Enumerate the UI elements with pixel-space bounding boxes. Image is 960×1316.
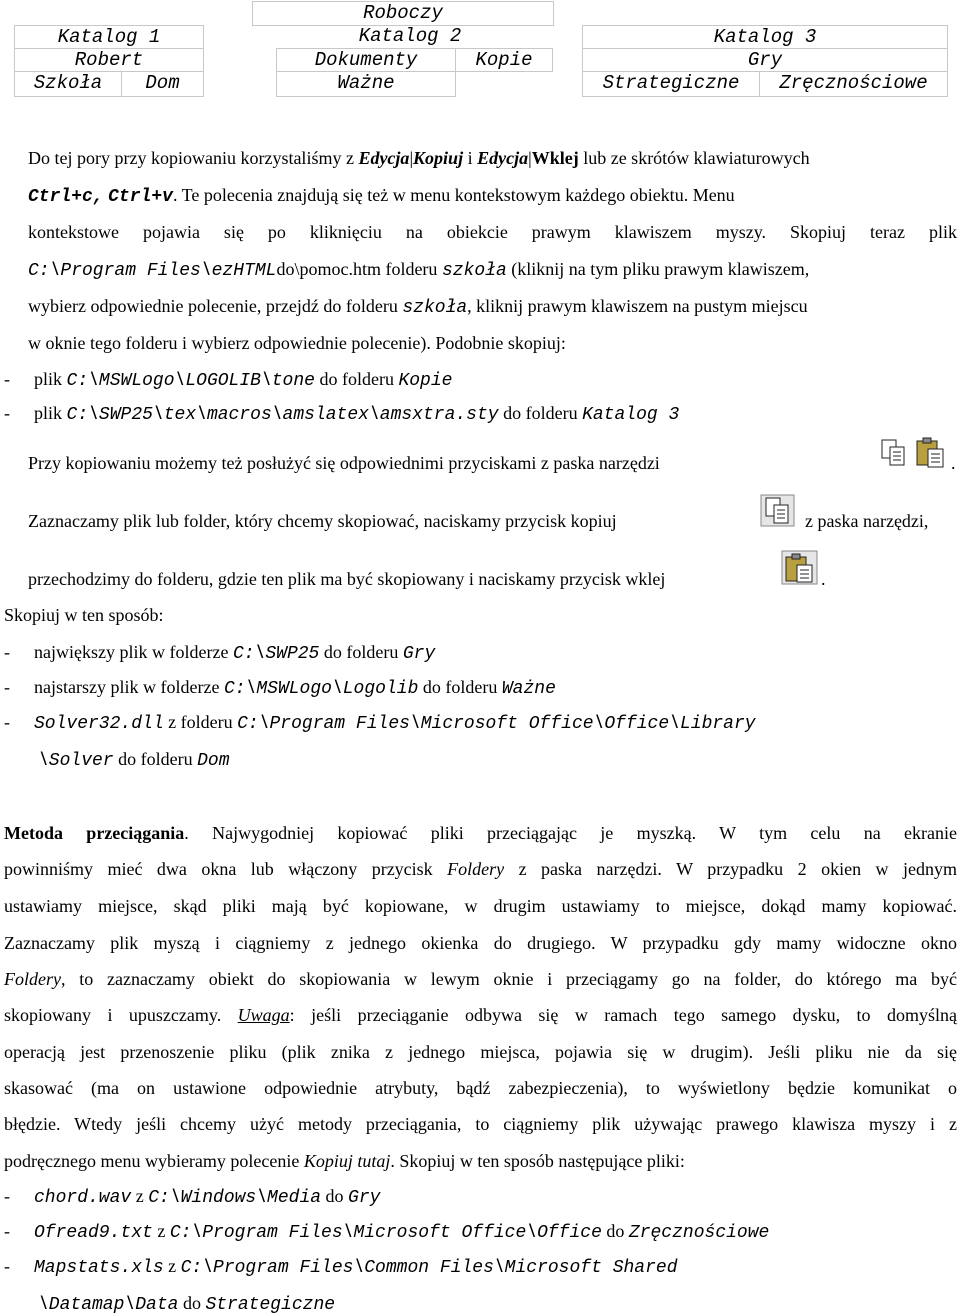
paragraph-3-line-3: ustawiamy miejsce, skąd pliki mają być kopiowane, w drugim ustawiamy to miejsce, dokąd mamy kopiować. <box>4 896 957 916</box>
paragraph-3-line-10: podręcznego menu wybieramy polecenie Kopiuj tutaj. Skopiuj w ten sposób następujące pliki: <box>4 1151 685 1171</box>
list-item-continuation: \Datamap\Data do Strategiczne <box>38 1293 336 1315</box>
list-item-continuation: \Solver do folderu Dom <box>38 749 230 771</box>
paragraph-2-line-4: Skopiuj w ten sposób: <box>4 605 164 625</box>
tree-node-dokumenty: Dokumenty <box>276 48 456 72</box>
tree-node-robert: Robert <box>14 48 204 72</box>
tree-node-zrecznosciowe: Zręcznościowe <box>759 71 948 97</box>
paste-icon <box>914 436 948 470</box>
copy-icon <box>878 438 908 468</box>
paragraph-1-line-6: w oknie tego folderu i wybierz odpowiednie polecenie). Podobnie skopiuj: <box>28 333 566 353</box>
paragraph-2-line-1-end: . <box>951 453 956 473</box>
tree-node-kopie: Kopie <box>455 48 553 72</box>
paragraph-3-line-1: Metoda przeciągania. Najwygodniej kopiować pliki przeciągając je myszką. W tym celu na ekranie <box>4 823 957 843</box>
tree-node-katalog3: Katalog 3 <box>582 25 948 49</box>
tree-node-roboczy: Roboczy <box>252 1 554 26</box>
paragraph-1-line-4: C:\Program Files\ezHTMLdo\pomoc.htm folderu szkoła (kliknij na tym pliku prawym klawiszem, <box>28 259 810 281</box>
tree-node-katalog2: Katalog 2 <box>358 25 462 47</box>
tree-node-szkola: Szkoła <box>14 71 122 97</box>
paragraph-3-line-4: Zaznaczamy plik myszą i ciągniemy z jednego okienka do drugiego. W przypadku gdy mamy widoczne okno <box>4 933 957 953</box>
paragraph-3-line-5: Foldery, to zaznaczamy obiekt do skopiowania w lewym oknie i przeciągamy go na folder, do którego ma być <box>4 969 957 989</box>
paragraph-2-line-3-end: . <box>821 569 826 589</box>
paragraph-3-line-2: powinniśmy mieć dwa okna lub włączony przycisk Foldery z paska narzędzi. W przypadku 2 okien w jednym <box>4 859 957 879</box>
paragraph-3-line-9: błędzie. Wtedy jeśli chcemy użyć metody przeciągania, to ciągniemy plik używając prawego klawisza myszy i z <box>4 1114 957 1134</box>
paragraph-2-line-2: Zaznaczamy plik lub folder, który chcemy skopiować, naciskamy przycisk kopiuj <box>28 511 617 531</box>
paste-icon <box>781 550 819 586</box>
paragraph-3-line-6: skopiowany i upuszczamy. Uwaga: jeśli przeciąganie odbywa się w ramach tego samego dysku, to domyślną <box>4 1005 957 1025</box>
tree-node-wazne: Ważne <box>276 71 456 97</box>
paragraph-2-line-3: przechodzimy do folderu, gdzie ten plik ma być skopiowany i naciskamy przycisk wklej <box>28 569 666 589</box>
paragraph-1-line-5: wybierz odpowiednie polecenie, przejdź do folderu szkoła, kliknij prawym klawiszem na pustym miejscu <box>28 296 808 318</box>
paragraph-2-line-1: Przy kopiowaniu możemy też posłużyć się odpowiednimi przyciskami z paska narzędzi <box>28 453 660 473</box>
tree-node-strategiczne: Strategiczne <box>582 71 760 97</box>
folder-tree-diagram <box>0 0 960 100</box>
tree-node-dom: Dom <box>121 71 204 97</box>
paragraph-3-line-8: skasować (ma on ustawione odpowiednie atrybuty, bądź zabezpieczenia), to wyświetlony będzie komunikat o <box>4 1078 957 1098</box>
paragraph-1-line-1: Do tej pory przy kopiowaniu korzystaliśmy z Edycja|Kopiuj i Edycja|Wklej lub ze skrótów klawiaturowych <box>28 148 810 168</box>
copy-icon <box>760 494 796 528</box>
paragraph-2-line-2-end: z paska narzędzi, <box>805 511 929 531</box>
tree-node-katalog1: Katalog 1 <box>14 25 204 49</box>
paragraph-1-line-2: Ctrl+c, Ctrl+v. Te polecenia znajdują się też w menu kontekstowym każdego obiektu. Menu <box>28 185 735 207</box>
tree-node-gry: Gry <box>582 48 948 72</box>
paragraph-1-line-3: kontekstowe pojawia się po kliknięciu na obiekcie prawym klawiszem myszy. Skopiuj teraz plik <box>28 222 957 242</box>
paragraph-3-line-7: operacją jest przenoszenie pliku (plik znika z jednego miejsca, pojawia się w drugim). Jeśli pliku nie da się <box>4 1042 957 1062</box>
